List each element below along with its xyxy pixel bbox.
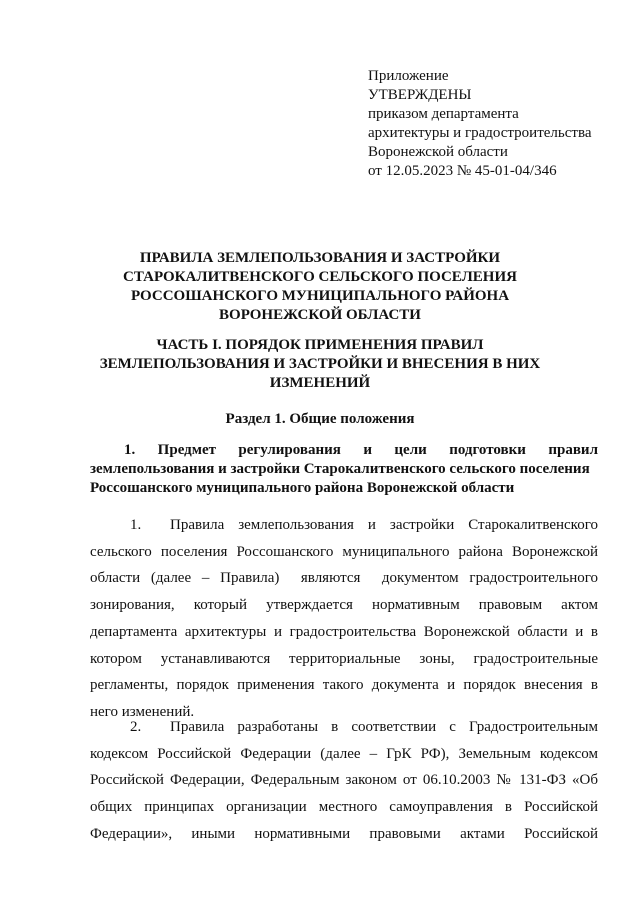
paragraph-line: Российской Федерации, Федеральным законом от 06.10.2003 № 131-ФЗ «Об <box>90 772 598 789</box>
paragraph-number: 1. <box>130 517 142 533</box>
paragraph-line: области (далее – Правила) являются документом градостроительного <box>90 570 598 587</box>
section-title-text: Раздел 1. Общие положения <box>225 411 415 427</box>
paragraph-line: департамента архитектуры и градостроительства Воронежской области и в <box>90 623 598 640</box>
approval-line: Воронежской области <box>368 144 508 160</box>
part-title-line: ЧАСТЬ I. ПОРЯДОК ПРИМЕНЕНИЯ ПРАВИЛ <box>156 337 484 353</box>
approval-order-number: от 12.05.2023 № 45-01-04/346 <box>368 163 557 179</box>
rules-title-line: СТАРОКАЛИТВЕНСКОГО СЕЛЬСКОГО ПОСЕЛЕНИЯ <box>123 269 517 285</box>
paragraph-line: него изменений. <box>90 703 195 720</box>
paragraph-number: 2. <box>130 719 142 735</box>
article-heading <box>90 441 598 498</box>
approval-line: приказом департамента <box>368 106 519 122</box>
paragraph-line: общих принципах организации местного самоуправления в Российской <box>90 799 598 816</box>
approval-line: архитектуры и градостроительства <box>368 125 592 141</box>
paragraph-line: зонирования, который утверждается нормативным правовым актом <box>90 597 598 614</box>
rules-title-line: ПРАВИЛА ЗЕМЛЕПОЛЬЗОВАНИЯ И ЗАСТРОЙКИ <box>139 250 501 266</box>
paragraph-line: 1. Правила землепользования и застройки Старокалитвенского <box>90 512 598 539</box>
article-heading-line: 1. Предмет регулирования и цели подготовки правил <box>124 442 598 458</box>
approved-label: УТВЕРЖДЕНЫ <box>368 87 472 103</box>
paragraph-line: сельского поселения Россошанского муниципального района Воронежской <box>90 543 598 560</box>
paragraph-2 <box>90 714 598 848</box>
paragraph-1 <box>90 512 598 726</box>
paragraph-line: 2. Правила разработаны в соответствии с Градостроительным <box>90 714 598 741</box>
rules-title-line: ВОРОНЕЖСКОЙ ОБЛАСТИ <box>219 307 421 323</box>
rules-title <box>80 249 560 325</box>
rules-title-line: РОССОШАНСКОГО МУНИЦИПАЛЬНОГО РАЙОНА <box>130 288 510 304</box>
part-title-line: ИЗМЕНЕНИЙ <box>269 375 371 391</box>
part-title <box>80 336 560 393</box>
article-heading-line: Россошанского муниципального района Воронежской области <box>90 480 515 496</box>
article-heading-line: землепользования и застройки Старокалитвенского сельского поселения <box>90 461 590 477</box>
appendix-label: Приложение <box>368 68 449 84</box>
part-title-line: ЗЕМЛЕПОЛЬЗОВАНИЯ И ЗАСТРОЙКИ И ВНЕСЕНИЯ В НИХ <box>99 356 541 372</box>
paragraph-line: регламенты, порядок применения такого документа и порядок внесения в <box>90 677 598 694</box>
paragraph-line: котором устанавливаются территориальные зоны, градостроительные <box>90 650 598 667</box>
section-title <box>80 410 560 429</box>
paragraph-line: кодексом Российской Федерации (далее – ГрК РФ), Земельным кодексом <box>90 745 598 762</box>
paragraph-line: Федерации», иными нормативными правовыми актами Российской <box>90 825 598 842</box>
approval-stamp <box>368 67 628 181</box>
